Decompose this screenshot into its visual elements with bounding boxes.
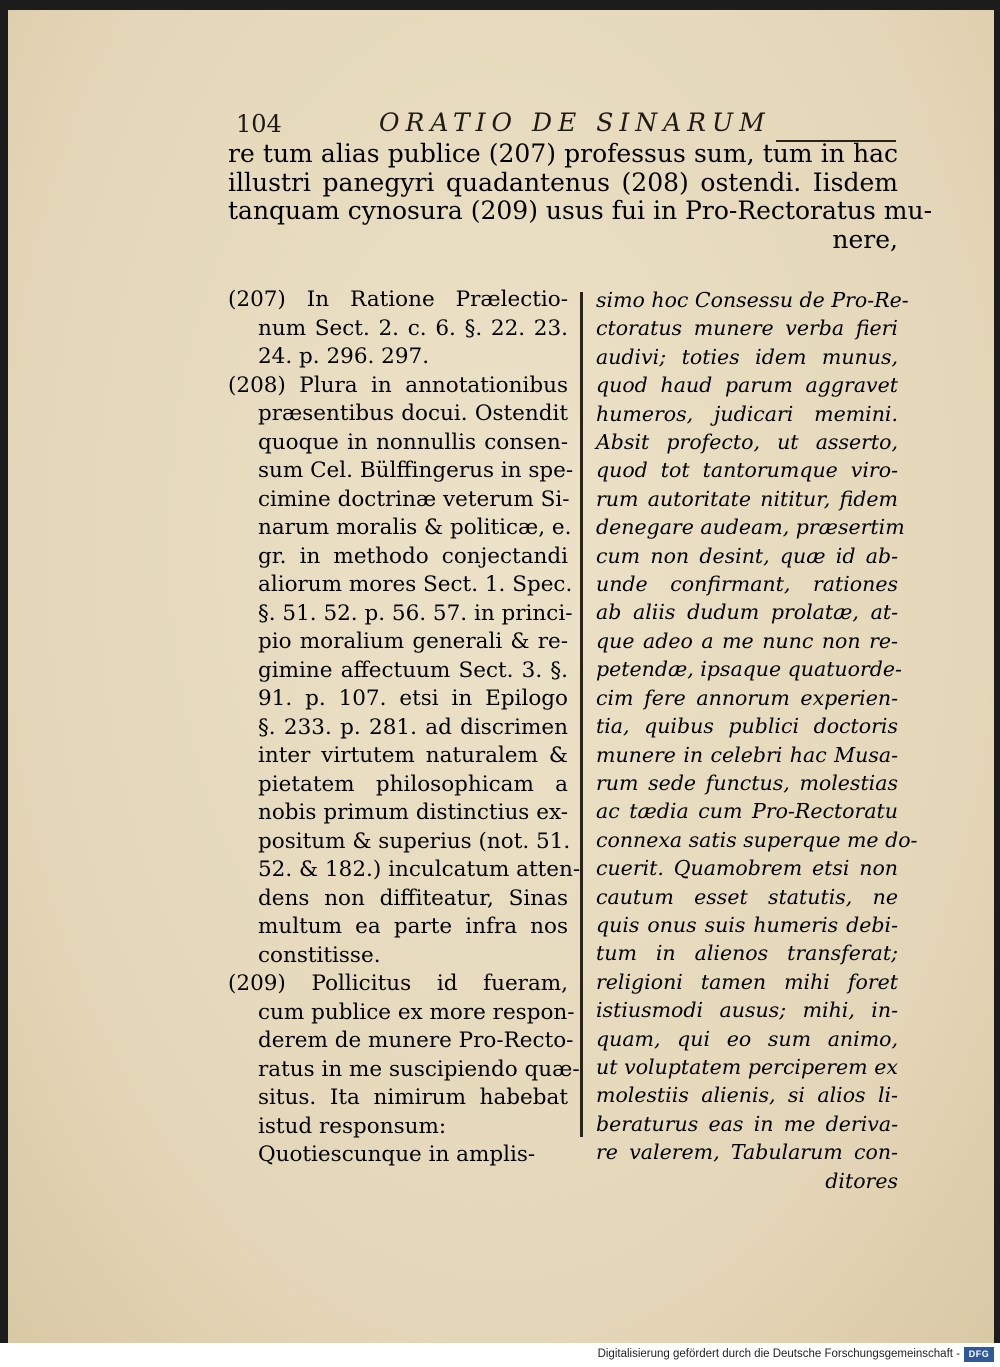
footnote-line: positum & superius (not. 51. (258, 828, 571, 854)
footnote-line: connexa satis superque me do- (596, 827, 918, 852)
footnote-line: ut voluptatem perciperem ex (596, 1054, 898, 1079)
footer-credit: Digitalisierung gefördert durch die Deutsche Forschungsgemeinschaft - (597, 1348, 960, 1360)
footnote-line: nobis primum distinctius ex- (258, 800, 568, 825)
body-text (228, 139, 933, 254)
footnote-line: num Sect. 2. c. 6. §. 22. 23. (258, 315, 568, 341)
footnote-line: cum publice ex more respon- (258, 999, 575, 1025)
footnote-line: petendæ, ipsaque quatuorde- (596, 657, 902, 682)
footnote-line: præsentibus docui. Ostendit (258, 401, 568, 426)
footnote-line: ac tædia cum Pro-Rectoratu (596, 799, 898, 824)
footnote-line: simo hoc Consessu de Pro-Re- (596, 288, 909, 312)
footnote-line: cum non desint, quæ id ab- (596, 543, 898, 568)
footnote-line: denegare audeam, præsertim (596, 515, 905, 540)
footnotes-left-column (228, 286, 581, 1170)
footnote-line: rum autoritate nititur, fidem (596, 486, 898, 511)
footnote-line: que adeo a me nunc non re- (596, 628, 898, 653)
footnote-line: ab aliis dudum prolatæ, at- (596, 600, 898, 625)
body-text-line: re tum alias publice (207) professus sum, tum in hac (228, 139, 898, 168)
footnote-line: tia, quibus publici doctoris (596, 714, 898, 739)
footnote-line: 24. p. 296. 297. (258, 344, 430, 369)
footnote-line: molestiis alienis, si alios li- (596, 1083, 898, 1108)
footnote-line: ratus in me suscipiendo quæ- (258, 1056, 580, 1082)
footnote-line: gr. in methodo conjectandi (258, 543, 568, 569)
footnote-line: sum Cel. Bülffingerus in spe- (258, 458, 574, 483)
footnotes-right-column (596, 286, 918, 1195)
footnote-line: constitisse. (258, 942, 381, 968)
footnote-line: §. 233. p. 281. ad discrimen (258, 714, 568, 740)
footnote-line: beraturus eas in me deriva- (596, 1111, 898, 1136)
footnote-line: (207) In Ratione Prælectio- (228, 287, 568, 312)
footnote-line: quod tot tantorumque viro- (596, 458, 898, 483)
footnote-line: (209) Pollicitus id fueram, (228, 971, 568, 996)
footnote-line: cuerit. Quamobrem etsi non (596, 856, 898, 881)
footnote-line: unde confirmant, rationes (596, 572, 898, 597)
footnote-line: rum sede functus, molestias (596, 770, 898, 795)
footnote-line: tum in alienos transferat; (596, 941, 898, 966)
footnote-line: inter virtutem naturalem & (258, 743, 568, 768)
footnote-line: quoque in nonnullis consen- (258, 429, 568, 455)
footnote-line: 91. p. 107. etsi in Epilogo (258, 686, 568, 711)
footnote-line: §. 51. 52. p. 56. 57. in princi- (258, 600, 573, 626)
footnote-line: cimine doctrinæ veterum Si- (258, 486, 570, 512)
footnote-line: munere in celebri hac Musa- (596, 742, 898, 767)
footnote-line: (208) Plura in annotationibus (228, 372, 568, 398)
footnote-line: derem de munere Pro-Recto- (258, 1028, 574, 1053)
dfg-logo: DFG (964, 1347, 994, 1362)
page-number: 104 (236, 110, 282, 138)
body-text-line: illustri panegyri quadantenus (208) ostendi. Iisdem (228, 167, 898, 197)
footnote-line: humeros, judicari memini. (596, 401, 898, 426)
footnote-line: pietatem philosophicam a (258, 771, 568, 797)
footnote-line: Absit profecto, ut asserto, (596, 430, 898, 455)
footnote-line: religioni tamen mihi foret (596, 969, 898, 994)
footnote-line: istiusmodi ausus; mihi, in- (596, 998, 898, 1023)
running-title: ORATIO DE SINARUM (379, 108, 771, 137)
footnote-line: pio moralium generali & re- (258, 629, 568, 654)
footnote-line: narum moralis & politicæ, e. (258, 515, 572, 540)
footnote-line: quis onus suis humeris debi- (596, 912, 898, 937)
column-divider (580, 292, 583, 1137)
footnote-line: re valerem, Tabularum con- (596, 1140, 898, 1165)
footnote-line: ditores (825, 1168, 898, 1193)
footnote-line: gimine affectuum Sect. 3. §. (258, 657, 568, 683)
footnote-line: quod haud parum aggravet (596, 373, 898, 398)
footnote-line: audivi; toties idem munus, (596, 344, 898, 369)
footnote-line: dens non diffiteatur, Sinas (258, 885, 568, 911)
footer-bar (0, 1343, 1000, 1367)
footnote-line: situs. Ita nimirum habebat (258, 1085, 568, 1110)
footnote-line: 52. & 182.) inculcatum atten- (258, 857, 581, 882)
footnote-line: multum ea parte infra nos (258, 914, 568, 939)
footnote-line: aliorum mores Sect. 1. Spec. (258, 572, 573, 597)
footnote-line: Quotiescunque in amplis- (258, 1142, 536, 1167)
footnote-line: quam, qui eo sum animo, (596, 1026, 898, 1051)
footnote-line: istud responsum: (258, 1113, 447, 1139)
footnote-line: cim fere annorum experien- (596, 685, 898, 710)
footnote-line: cautum esset statutis, ne (596, 884, 898, 909)
body-text-line: nere, (832, 224, 898, 254)
footnote-line: ctoratus munere verba fieri (596, 316, 898, 341)
body-text-line: tanquam cynosura (209) usus fui in Pro-Rectoratus mu- (228, 196, 933, 225)
